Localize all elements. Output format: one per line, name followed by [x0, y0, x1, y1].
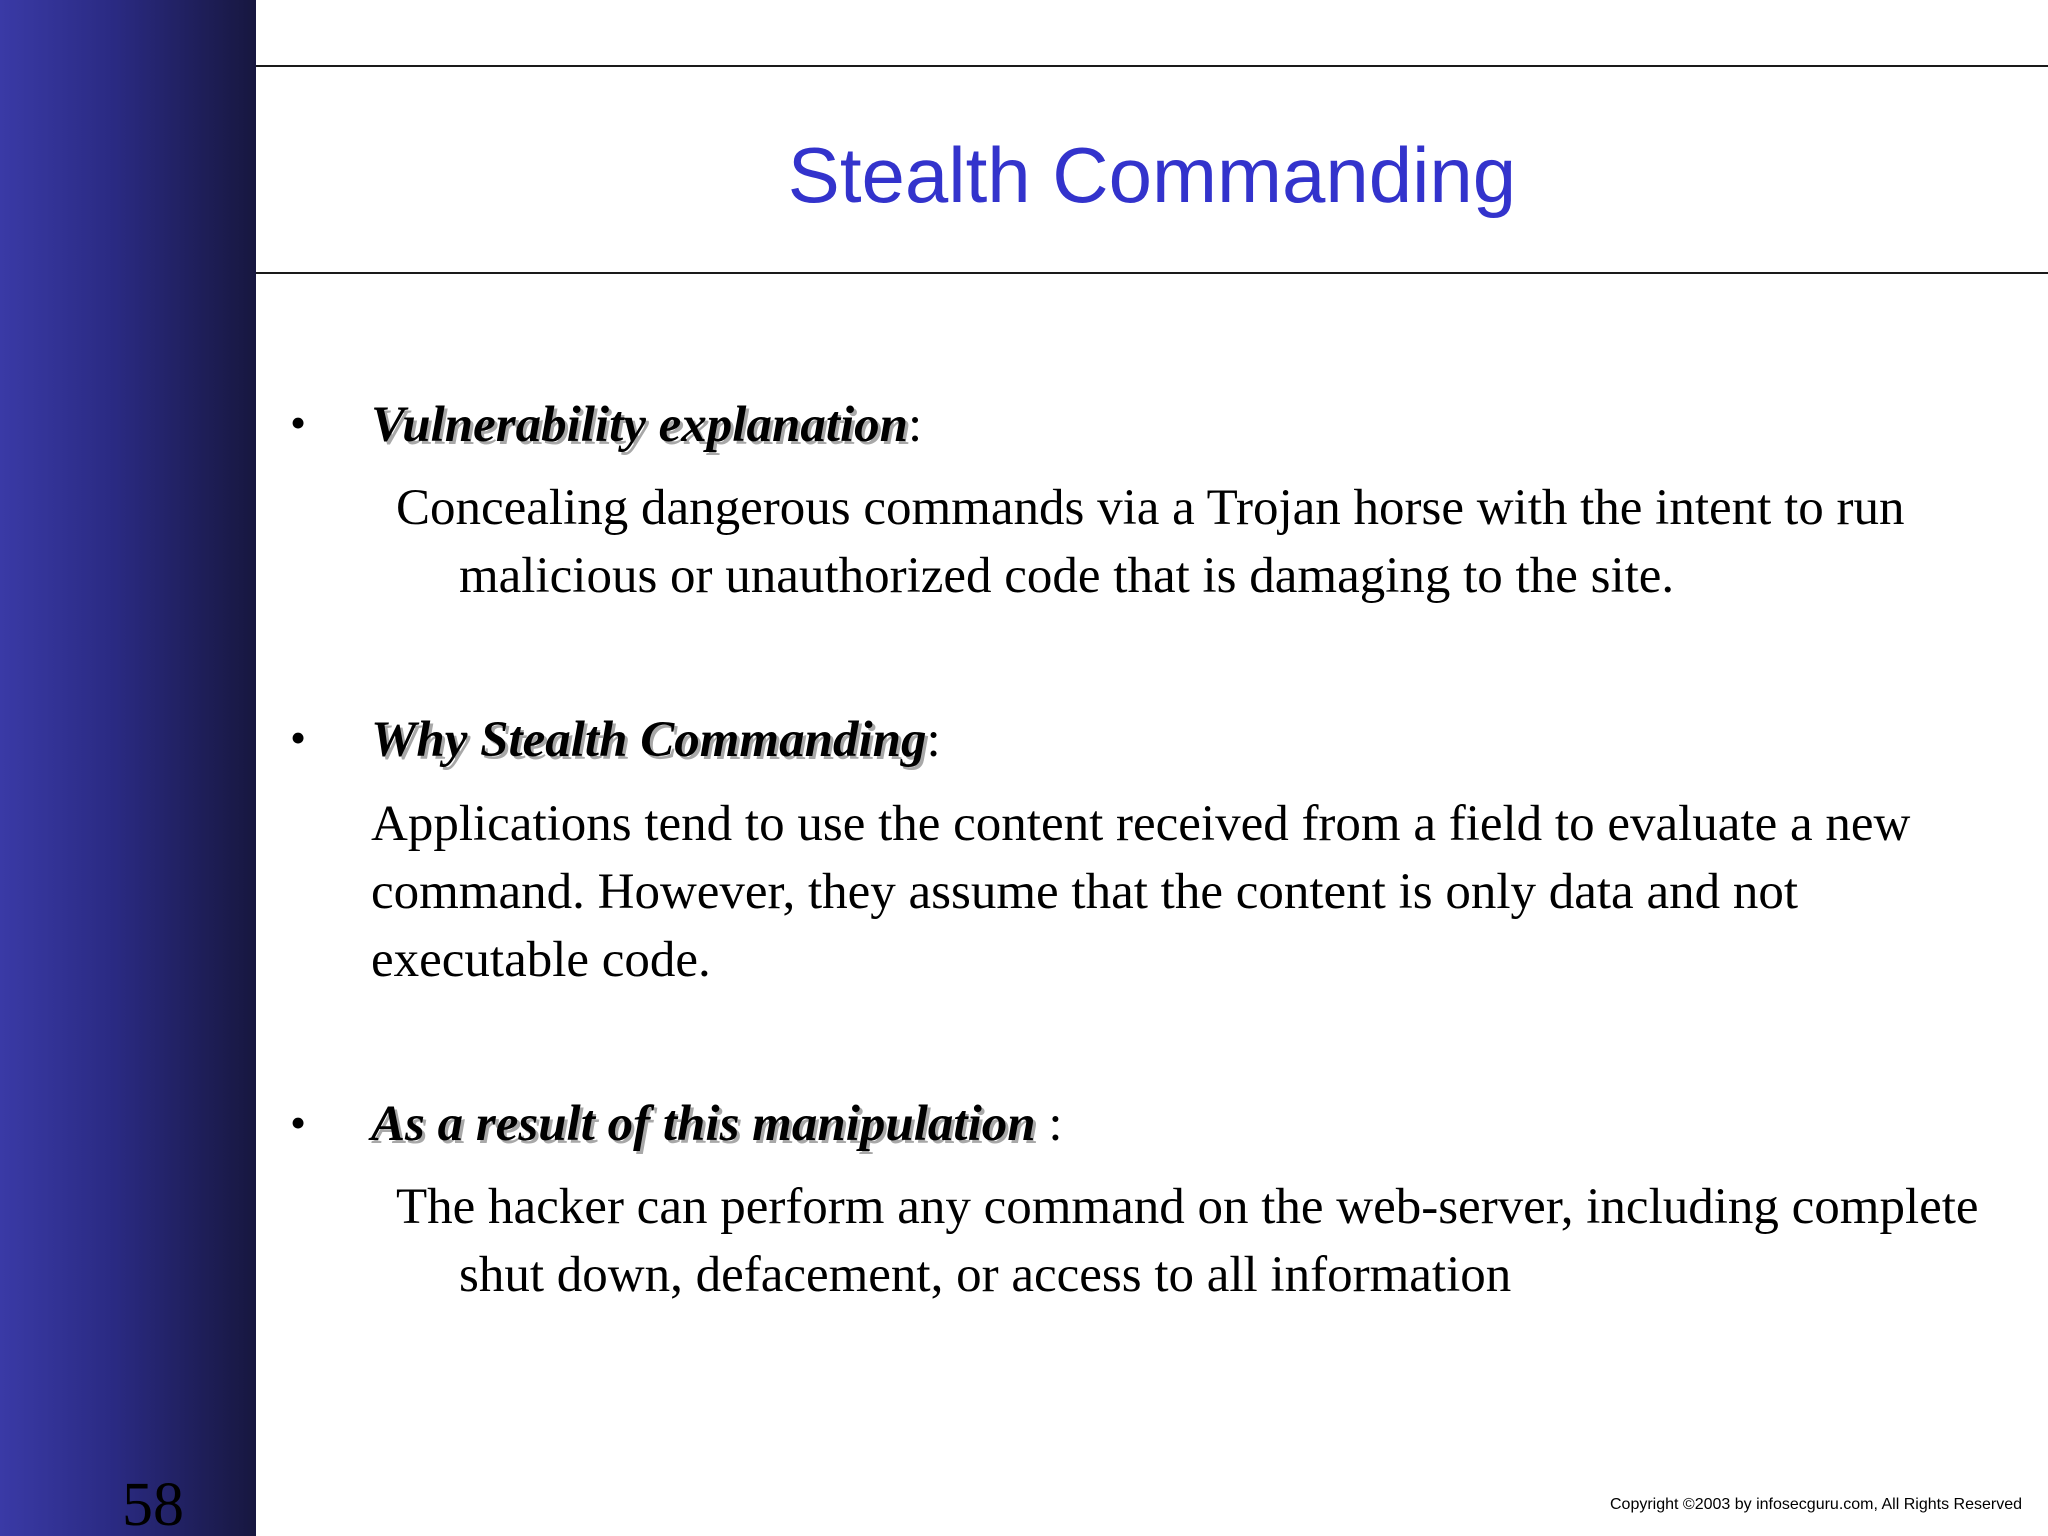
section-heading-label: Vulnerability explanation	[371, 397, 909, 453]
section-heading	[371, 710, 941, 770]
bullet-marker: •	[290, 397, 307, 448]
section-heading	[371, 395, 922, 455]
slide-number: 58	[122, 1471, 184, 1536]
sidebar-band	[0, 0, 256, 1536]
section-heading-suffix: :	[926, 712, 941, 768]
section-heading-suffix: :	[1035, 1096, 1063, 1152]
section-heading-label: Why Stealth Commanding	[371, 712, 927, 768]
section-body: The hacker can perform any command on the web-server, including complete shut down, defacement, or access to all information	[396, 1179, 1979, 1303]
section-heading-suffix: :	[908, 397, 923, 453]
title-rule-bottom	[256, 272, 2048, 274]
section-body: Concealing dangerous commands via a Trojan horse with the intent to run malicious or unauthorized code that is damaging to the site.	[396, 480, 1905, 604]
slide-title: Stealth Commanding	[787, 131, 1517, 219]
bullet-marker: •	[290, 712, 307, 763]
title-rule-top	[256, 65, 2048, 67]
bullet-marker: •	[290, 1097, 307, 1148]
section-heading-label: As a result of this manipulation	[371, 1096, 1036, 1152]
section-heading	[371, 1094, 1063, 1154]
section-body: Applications tend to use the content received from a field to evaluate a new command. However, they assume that the content is only data and not executable code.	[371, 796, 1911, 988]
copyright-notice: Copyright ©2003 by infosecguru.com, All Rights Reserved	[1610, 1496, 2022, 1513]
